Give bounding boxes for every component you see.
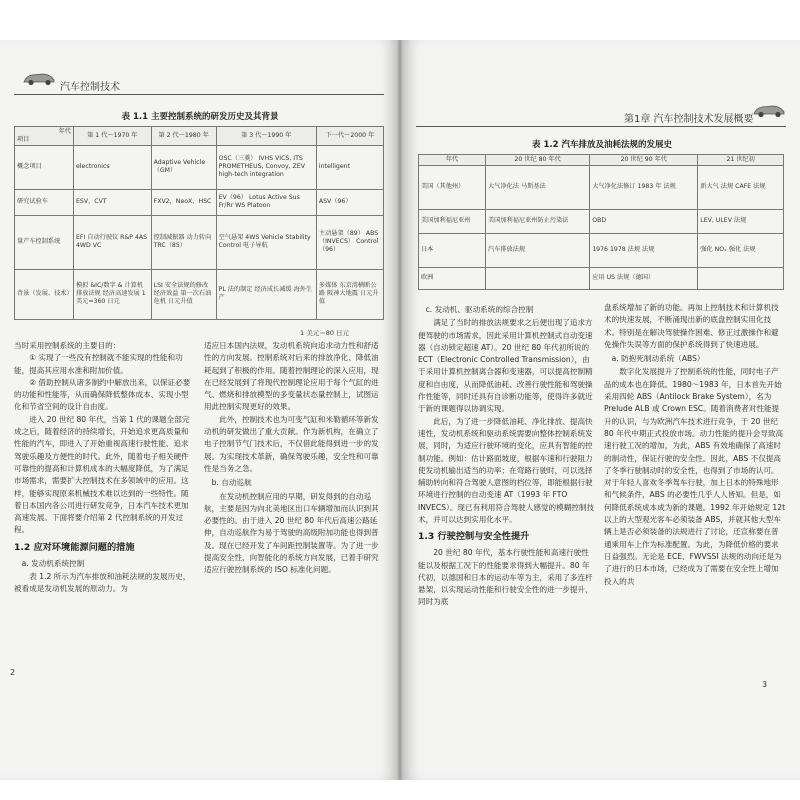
row-label: 量产车控制系统 bbox=[15, 215, 74, 269]
row-label: 美国（其他州） bbox=[419, 165, 486, 209]
row-label: 美国加利福尼亚州 bbox=[419, 209, 486, 233]
left-column-2 bbox=[204, 340, 384, 577]
paragraph: 20 世纪 80 年代，基本行驶性能和高速行驶性能以及根据工况下的性能要求得到大幅提升。80 年代初，以德国和日本的运动车等为主，采用了多连杆悬架，以实现运动性能和行驶安全性的进一步提升，同时为底 bbox=[418, 548, 593, 607]
table-cell: ASV（96） bbox=[316, 189, 383, 215]
table-note: 1 美元＝80 日元 bbox=[300, 329, 350, 337]
page-number: 3 bbox=[762, 680, 768, 689]
row-label: 背景（发展、技术） bbox=[15, 269, 74, 319]
table-cell: 模拟 &IC/数字 & 计算机 排放法规 经济高速发展 1 美元=360 日元 bbox=[74, 269, 152, 319]
subsection-heading: a. 发动机系统控制 bbox=[21, 558, 85, 568]
table-cell: FXV2，NeoX，HSC bbox=[151, 189, 216, 215]
section-heading: 1.2 应对环境能源问题的措施 bbox=[14, 541, 135, 553]
table-row bbox=[15, 145, 384, 189]
column-header: 年代 bbox=[419, 155, 486, 166]
table-cell bbox=[698, 267, 784, 289]
paragraph: 满足了当时的排放法规要求之后便出现了追求方便驾驶的市场需求，因此采用计算机控制式自动变速器（自动锁定超速 AT）。20 世纪 80 年代初所说的 ECT（Electronic Controlled Transmission），由于采用计算机控制离合器和变速器，可以提高控制精度和自由度，从而降低油耗、改善行驶性能和驾驶操作性能等，同时还具有自诊断功能等，使得许多就近于新的课题得以协调实现。 bbox=[418, 318, 593, 414]
table-cell: 美国加利福尼亚州防止污染法 bbox=[486, 209, 590, 233]
header-rule bbox=[416, 126, 786, 127]
paragraph: 适应日本国内法规，发动机系统向追求动力性和舒适性的方向发展。控制系统对后来的排放净化、降低油耗起到了积极的作用。随着控制理论的深入应用，现在已经发展到了将现代控制理论应用于每个气缸的进气、燃烧和排放模型的多变量状态量控制上，试图运用此控制实现更好的效果。 bbox=[204, 341, 379, 412]
table-cell: electronics bbox=[74, 145, 152, 189]
table-cell: 空气悬架 4WS Vehicle Stability Control 电子导航 bbox=[216, 215, 316, 269]
column-header: 20 世纪 90 年代 bbox=[590, 155, 698, 166]
table-cell: 强化 NOₓ 强化 法规 bbox=[698, 233, 784, 267]
subsection-heading: a. 防抱死制动系统（ABS） bbox=[611, 354, 705, 364]
paragraph: ① 实现了一些没有控制就不能实现的性能和功能，提高其应用水准和附加价值。 bbox=[14, 353, 183, 375]
column-header: 第 2 代～1980 年 bbox=[151, 127, 216, 146]
table-cell: Adaptive Vehicle（GM） bbox=[151, 145, 216, 189]
table-row bbox=[15, 189, 384, 215]
column-header: 20 世纪 80 年代 bbox=[486, 155, 590, 166]
table-cell: PL 法的制定 经济成长减缓 海外生产 bbox=[216, 269, 316, 319]
right-column-2 bbox=[604, 302, 786, 588]
emission-table bbox=[418, 154, 784, 290]
table-cell: OBD bbox=[590, 209, 698, 233]
table-cell: LEV, ULEV 法规 bbox=[698, 209, 784, 233]
table-caption: 表 1.1 主要控制系统的研发历史及其背景 bbox=[121, 112, 279, 122]
table-cell: EFI 自动行驶仪 R&P 4AS 4WD VC bbox=[74, 215, 152, 269]
table-cell: OSC（三菱） IVHS VICS, ITS PROMETHEUS, Convoy, ZEV high-tech integration bbox=[216, 145, 316, 189]
table-row bbox=[15, 215, 384, 269]
table-cell: EV（96） Lotus Active Sus Fr/Rr WS Platoon bbox=[216, 189, 316, 215]
table-cell: 汽车排放法规 bbox=[486, 233, 590, 267]
running-head: 汽车控制技术 bbox=[60, 82, 120, 93]
page-number: 2 bbox=[10, 668, 16, 677]
paragraph: 表 1.2 所示为汽车排放和油耗法规的发展历史，被看成是发动机发展的原动力。为 bbox=[14, 571, 191, 594]
right-page bbox=[402, 40, 800, 780]
table-cell: 大气净化法修订 1983 年 法规 bbox=[590, 165, 698, 209]
row-label: 研究试验车 bbox=[15, 189, 74, 215]
running-head: 第1章 汽车控制技术发展概要 bbox=[624, 114, 754, 125]
column-header: 21 世纪初 bbox=[698, 155, 784, 166]
column-header: 下一代～2000 年 bbox=[316, 127, 383, 146]
table-cell: 应用 US 法规（德国） bbox=[590, 267, 698, 289]
row-label: 欧洲 bbox=[419, 267, 486, 289]
car-logo-icon bbox=[22, 70, 56, 86]
table-row bbox=[419, 209, 784, 233]
table-cell: 主动悬架（89） ABS（INVECS） Control（96） bbox=[316, 215, 383, 269]
paragraph: 盘系统增加了新的功能。再加上控制技术和计算机技术的快速发展，不断涌现出新的底盘控制实用化技术。特别是在解决驾驶操作困难、修正过激操作和避免操作失误等方面的保护系统得到了快速进展。 bbox=[604, 303, 779, 349]
subsection-heading: c. 发动机、驱动系统的综合控制 bbox=[425, 305, 534, 314]
header-rule bbox=[14, 94, 384, 95]
row-label: 概念项目 bbox=[15, 145, 74, 189]
row-label: 日本 bbox=[419, 233, 486, 267]
paragraph: 此后，为了进一步降低油耗、净化排放、提高快速性，发动机系统和驱动系统需要向整体控制系统发展，同时，为适应行驶环境的变化，应具有智能的控制功能。例如：估计路面坡度，根据车速和行驶阻力使发动机输出适当的功率；在弯路行驶时，可以选择辅助转向和符合驾驶人意图的档位等，即能根据行驶环境进行控制的自动变速 AT（1993 年 FTO INVECS）。现已有利用符合驾驶人感觉的模糊控制技术，并可以达到实用化水平。 bbox=[418, 416, 595, 525]
right-column-1 bbox=[418, 302, 596, 609]
section-heading: 1.3 行驶控制与安全性提升 bbox=[418, 531, 530, 543]
table-cell: 1976 1978 法规 法规 bbox=[590, 233, 698, 267]
paragraph: 在发动机控制应用的早期，研发得到的自动巡航，主要是因为向北美地区出口车辆增加而认识到其必要性的。由于进入 20 世纪 80 年代后高速公路延伸，自动巡航作为易于驾驶的高级附加功能也得到普及。现在已经开发了车间距控制装置等。为了进一步提高安全性，向智能化的系统方向发展，已着手研究适应行驶控制系统的 ISO 标准化问题。 bbox=[204, 491, 379, 575]
table-cell: intelligent bbox=[316, 145, 383, 189]
table-row bbox=[419, 165, 784, 209]
table-cell: 多媒体 东京湾横断公路 阪神大地震 日元升值 bbox=[316, 269, 383, 319]
paragraph: 此外，控制技术也为可变气缸和米勒循环等新发动机的研发做出了重大贡献。作为新机构，在确立了电子控制节气门技术后，不仅借此能得到进一步的发展。为实现技术革新，确保驾驶乐趣，安全性和可靠性是当务之急。 bbox=[204, 414, 379, 473]
column-header: 第 1 代～1970 年 bbox=[74, 127, 152, 146]
table-cell: 新大气 法规 CAFE 法规 bbox=[698, 165, 784, 209]
paragraph: ② 借助控制从诸多制约中解放出来，以保证必要的功能和性能等，从而确保降低整体成本、实现小型化和节省空间的设计自由度。 bbox=[14, 377, 191, 412]
paragraph: 当时采用控制系统的主要目的： bbox=[14, 341, 121, 350]
left-page bbox=[0, 40, 398, 780]
table-cell: ESV，CVT bbox=[74, 189, 152, 215]
table-cell: LSI 安全法规的修改 经济效益 第一次石油危机 日元升值 bbox=[151, 269, 216, 319]
history-table bbox=[14, 126, 384, 320]
paragraph: 数字化发展提升了控制系统的性能，同时电子产品的成本也在降低。1980～1983 年，日本首先开始采用四轮 ABS（Antilock Brake System），名为 Prelude ALB 或 Crown ESC。随着消费者对性能提升的认识，与为欧洲汽车技术进行竞争，于 20 世纪 80 年代中期正式投放市场。动力性能的提升会导致高速行驶工况的增加，为此，ABS 有效地确保了高速时的制动性，保证行驶的安全性。因此，ABS 不仅提高了冬季行驶制动时的安全性，也得到了市场的认可。对于年轻人喜欢冬季驾车行驶，加上日本的特殊地形和气候条件，ABS 的必要性几乎人人皆知。但是，如何降低系统成本成为新的课题。1992 年开始规定 12t 以上的大型观光客车必须装备 ABS，并就其他大型车辆上是否必须装备的法规进行了讨论，还宣称要在普通乘用车上作为标准配置。为此，为降低价格的要求日益强烈。无论是 ECE、FWVSSI 法规的动向还是为了进行的日本市场，已经成为了需要在安全性上增加投入的共 bbox=[604, 367, 786, 586]
paragraph: 进入 20 世纪 80 年代，当第 1 代的课题全部完成之后，随着经济的持续增长，开始追求更高质量和性能的汽车，即进入了开始重视高速行驶性能、追求驾驶乐趣及方便性的时代。此外，随着电子相关硬件可靠性的提高和计算机成本的大幅度降低，为了满足市场需求，需要扩大控制技术在多领域中的应用。这样，能够实现原来机械技术难以达到的一些特性。随着日本国内各公司进行研发竞争，日本汽车技术更加高速发展。下面将要介绍第 2 代控制系统的开发过程。 bbox=[14, 414, 190, 535]
table-cell: 大气净化法 马斯基法 bbox=[486, 165, 590, 209]
table-cell bbox=[486, 267, 590, 289]
table-cell: 控制减振器 动力转向 TRC（85） bbox=[151, 215, 216, 269]
table-corner: 年代 项目 bbox=[15, 127, 74, 146]
column-header: 第 3 代～1990 年 bbox=[216, 127, 316, 146]
table-row bbox=[419, 267, 784, 289]
table-row bbox=[419, 233, 784, 267]
left-column-1 bbox=[14, 340, 196, 596]
subsection-heading: b. 自动巡航 bbox=[211, 478, 252, 488]
table-caption: 表 1.2 汽车排放及油耗法规的发展史 bbox=[532, 140, 672, 150]
car-logo-icon bbox=[752, 102, 786, 118]
table-row bbox=[15, 269, 384, 319]
